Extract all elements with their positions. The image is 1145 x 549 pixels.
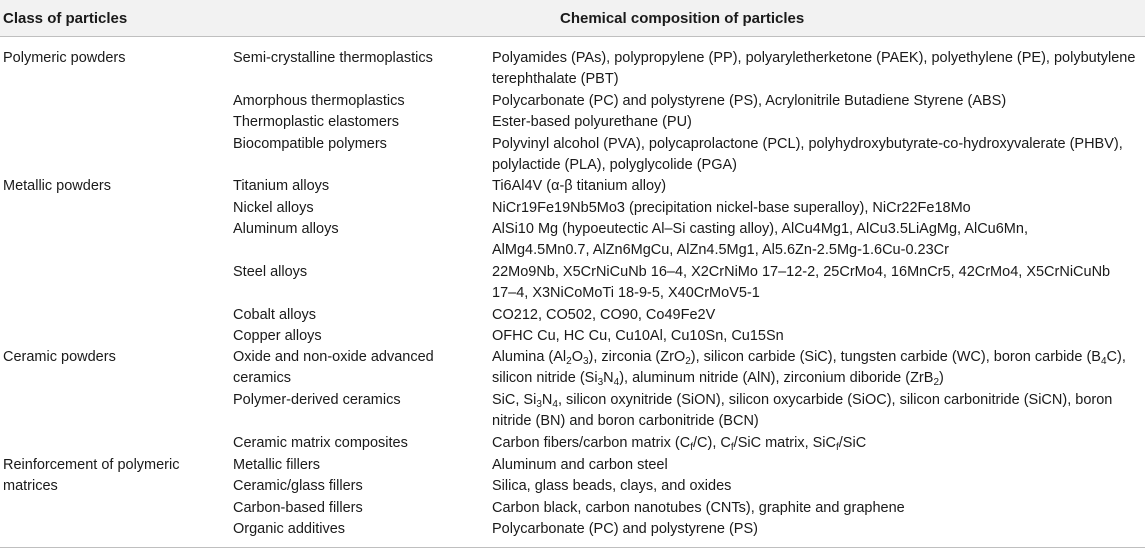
- subclass-line: Cobalt alloys: [233, 307, 317, 323]
- subclass-line: Amorphous thermoplastics: [233, 93, 405, 109]
- subscript: 3: [536, 399, 542, 410]
- header-class-of-particles: Class of particles: [3, 10, 128, 27]
- row-subclass: [233, 48, 433, 69]
- subscript: f: [690, 442, 694, 453]
- row-composition: [492, 91, 1006, 112]
- composition-line: terephthalate (PBT): [492, 71, 619, 87]
- group-label-line: Reinforcement of polymeric: [3, 457, 180, 473]
- row-composition: [492, 326, 784, 347]
- composition-line: [492, 411, 1112, 432]
- subclass-line: Polymer-derived ceramics: [233, 392, 401, 408]
- row-subclass: [233, 326, 322, 347]
- row-subclass: [233, 390, 401, 411]
- text-segment: ), zirconia (ZrO: [588, 349, 686, 365]
- subclass-line: Copper alloys: [233, 328, 322, 344]
- text-segment: /SiC: [838, 435, 867, 451]
- row-subclass: [233, 219, 339, 240]
- row-composition: [492, 390, 1112, 432]
- group-ceramic-powders: Ceramic powders: [3, 349, 116, 365]
- text-segment: N: [541, 392, 553, 408]
- row-subclass: [233, 91, 405, 112]
- row-composition: [492, 347, 1126, 389]
- row-composition: [492, 198, 971, 219]
- row-composition: [492, 305, 715, 326]
- text-segment: , silicon oxynitride (SiON), silicon oxycarbide (SiOC), silicon carbonitride (SiCN), boron: [557, 392, 1113, 408]
- subclass-line: Oxide and non-oxide advanced: [233, 349, 434, 365]
- subclass-line: Steel alloys: [233, 264, 308, 280]
- composition-line: AlSi10 Mg (hypoeutectic Al–Si casting alloy), AlCu4Mg1, AlCu3.5LiAgMg, AlCu6Mn,: [492, 221, 1028, 237]
- text-segment: Carbon fibers/carbon matrix (C: [492, 435, 691, 451]
- row-composition: [492, 219, 1028, 261]
- row-subclass: [233, 455, 320, 476]
- row-subclass: [233, 134, 387, 155]
- row-subclass: [233, 347, 434, 389]
- group-reinforcement-of-polymeric-matrices: [3, 455, 180, 497]
- subscript: f: [836, 442, 839, 453]
- composition-line: 22Mo9Nb, X5CrNiCuNb 16–4, X2CrNiMo 17–12-2, 25CrMo4, 16MnCr5, 42CrMo4, X5CrNiCuNb: [492, 264, 1111, 280]
- subclass-line: Metallic fillers: [233, 457, 321, 473]
- subscript: 2: [685, 356, 691, 367]
- subscript: 3: [597, 377, 604, 388]
- composition-line: NiCr19Fe19Nb5Mo3 (precipitation nickel-base superalloy), NiCr22Fe18Mo: [492, 200, 971, 216]
- text-segment: /C), C: [693, 435, 731, 451]
- composition-line: CO212, CO502, CO90, Co49Fe2V: [492, 307, 716, 323]
- composition-line: [492, 347, 1126, 368]
- subclass-line: Biocompatible polymers: [233, 136, 387, 152]
- row-composition: [492, 48, 1135, 90]
- text-segment: /SiC matrix, SiC: [733, 435, 836, 451]
- row-subclass: [233, 476, 363, 497]
- composition-line: Carbon black, carbon nanotubes (CNTs), graphite and graphene: [492, 500, 905, 516]
- row-composition: [492, 476, 731, 497]
- bottom-rule: [0, 547, 1145, 548]
- row-composition: [492, 455, 668, 476]
- row-subclass: [233, 433, 408, 454]
- composition-line: Silica, glass beads, clays, and oxides: [492, 478, 732, 494]
- row-composition: [492, 519, 758, 540]
- subscript: 4: [1100, 356, 1107, 367]
- subscript: 4: [552, 399, 558, 410]
- subscript: 3: [582, 356, 589, 367]
- row-composition: [492, 176, 666, 197]
- composition-line: [492, 390, 1112, 411]
- subclass-line: Thermoplastic elastomers: [233, 114, 399, 130]
- group-polymeric-powders: Polymeric powders: [3, 50, 126, 66]
- row-composition: [492, 134, 1123, 176]
- text-segment: silicon nitride (Si: [492, 370, 598, 386]
- subscript: 4: [613, 377, 620, 388]
- composition-line: Ester-based polyurethane (PU): [492, 114, 692, 130]
- composition-line: OFHC Cu, HC Cu, Cu10Al, Cu10Sn, Cu15Sn: [492, 328, 784, 344]
- subclass-line: Titanium alloys: [233, 178, 330, 194]
- row-subclass: [233, 305, 316, 326]
- row-composition: [492, 498, 905, 519]
- group-label-line: matrices: [3, 478, 58, 494]
- text-segment: Alumina (Al: [492, 349, 567, 365]
- composition-line: Aluminum and carbon steel: [492, 457, 668, 473]
- subclass-line: Nickel alloys: [233, 200, 314, 216]
- text-segment: SiC, Si: [492, 392, 537, 408]
- composition-line: Polyamides (PAs), polypropylene (PP), polyaryletherketone (PAEK), polyethylene (PE), polybutylene: [492, 50, 1136, 66]
- table-header: [0, 0, 1145, 37]
- row-composition: [492, 262, 1110, 304]
- composition-line: Polycarbonate (PC) and polystyrene (PS): [492, 521, 758, 537]
- subclass-line: Semi-crystalline thermoplastics: [233, 50, 433, 66]
- subclass-line: Ceramic matrix composites: [233, 435, 408, 451]
- composition-line: Polyvinyl alcohol (PVA), polycaprolactone (PCL), polyhydroxybutyrate-co-hydroxyvalerate (PHBV),: [492, 136, 1123, 152]
- subclass-line: ceramics: [233, 370, 292, 386]
- composition-line: [492, 433, 866, 454]
- text-segment: nitride (BN) and boron carbonitride (BCN): [492, 413, 759, 429]
- text-segment: ), aluminum nitride (AlN), zirconium diboride (ZrB: [619, 370, 934, 386]
- row-subclass: [233, 498, 363, 519]
- row-subclass: [233, 519, 345, 540]
- composition-line: 17–4, X3NiCoMoTi 18-9-5, X40CrMoV5-1: [492, 285, 760, 301]
- text-segment: ): [939, 370, 944, 386]
- subclass-line: Carbon-based fillers: [233, 500, 363, 516]
- text-segment: C),: [1106, 349, 1126, 365]
- row-composition: [492, 112, 692, 133]
- subclass-line: Ceramic/glass fillers: [233, 478, 363, 494]
- composition-line: Ti6Al4V (α-β titanium alloy): [492, 178, 667, 194]
- subscript: 2: [566, 356, 572, 367]
- composition-line: Polycarbonate (PC) and polystyrene (PS), Acrylonitrile Butadiene Styrene (ABS): [492, 93, 1007, 109]
- composition-line: polylactide (PLA), polyglycolide (PGA): [492, 157, 737, 173]
- text-segment: N: [603, 370, 614, 386]
- text-segment: ), silicon carbide (SiC), tungsten carbide (WC), boron carbide (B: [690, 349, 1101, 365]
- group-metallic-powders: Metallic powders: [3, 178, 111, 194]
- text-segment: O: [571, 349, 583, 365]
- composition-line: AlMg4.5Mn0.7, AlZn6MgCu, AlZn4.5Mg1, Al5.6Zn-2.5Mg-1.6Cu-0.23Cr: [492, 242, 949, 258]
- subscript: f: [730, 442, 734, 453]
- subclass-line: Organic additives: [233, 521, 346, 537]
- subclass-line: Aluminum alloys: [233, 221, 339, 237]
- row-composition: [492, 433, 866, 454]
- row-subclass: [233, 112, 399, 133]
- row-subclass: [233, 198, 314, 219]
- row-subclass: [233, 176, 329, 197]
- composition-line: [492, 368, 1126, 389]
- header-chemical-composition: Chemical composition of particles: [560, 10, 805, 27]
- subscript: 2: [933, 377, 939, 388]
- row-subclass: [233, 262, 307, 283]
